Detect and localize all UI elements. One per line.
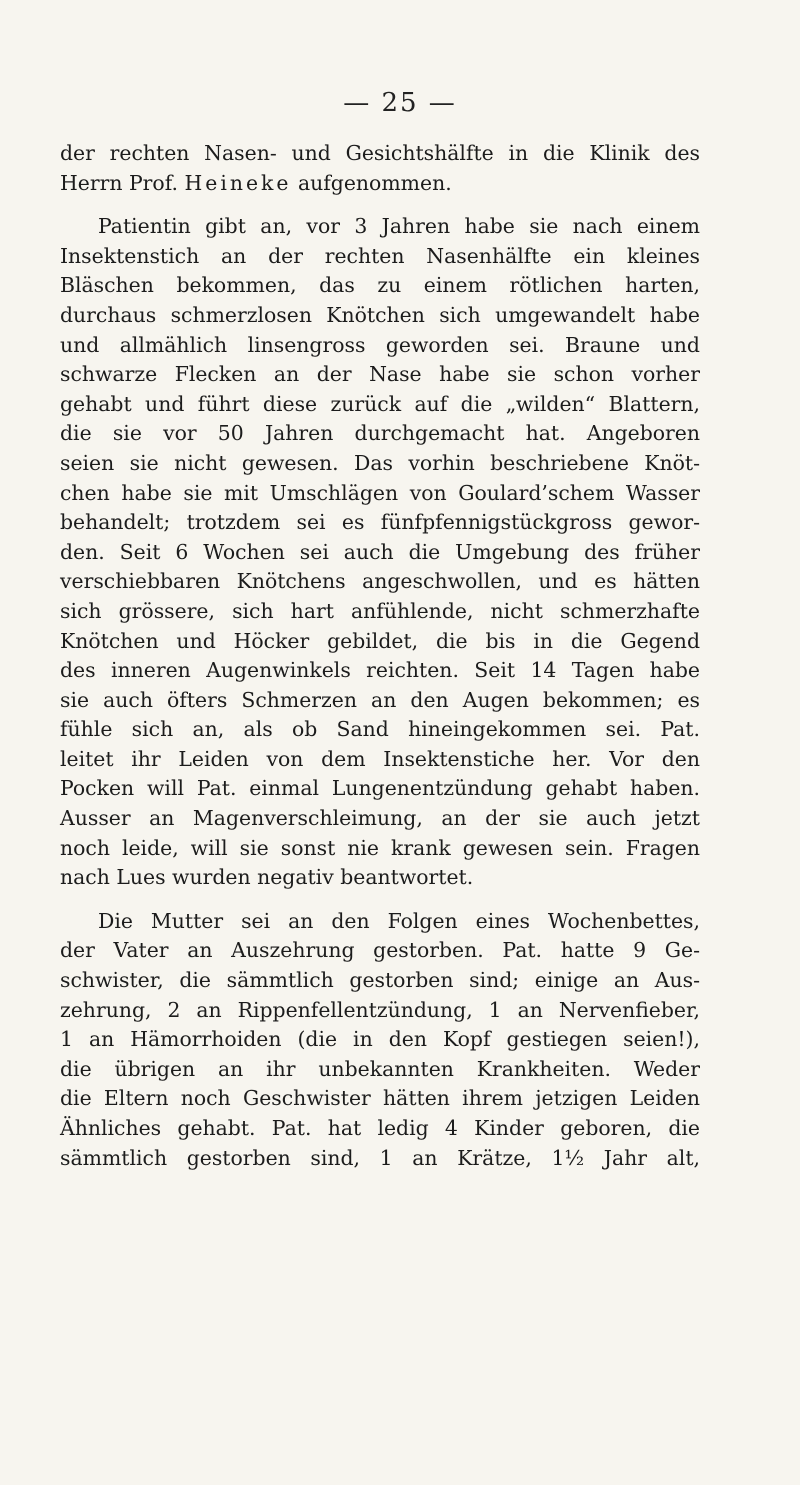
text-line: schwarze Flecken an der Nase habe sie schon vorher: [60, 362, 700, 387]
text-line: verschiebbaren Knötchens angeschwollen, und es hätten: [60, 569, 700, 594]
text-line: Bläschen bekommen, das zu einem rötlichen harten,: [60, 273, 700, 298]
text-line: die übrigen an ihr unbekannten Krankheiten. Weder: [60, 1056, 700, 1081]
text-line: Pocken will Pat. einmal Lungenentzündung gehabt haben.: [60, 776, 700, 801]
text-line: der rechten Nasen- und Gesichtshälfte in die Klinik des: [60, 141, 700, 165]
text-line: leitet ihr Leiden von dem Insektenstiche her. Vor den: [60, 746, 700, 771]
text-line: nach Lues wurden negativ beantwortet.: [60, 865, 474, 890]
text-line: noch leide, will sie sonst nie krank gewesen sein. Fragen: [60, 835, 700, 860]
body-text: [60, 139, 700, 1173]
text-line: 1 an Hämorrhoiden (die in den Kopf gestiegen seien!),: [60, 1027, 700, 1052]
paragraph: [60, 907, 700, 1173]
text-line: Die Mutter sei an den Folgen eines Wochenbettes,: [98, 908, 700, 933]
text-line: schwister, die sämmtlich gestorben sind; einige an Aus-: [60, 968, 700, 993]
text-line: durchaus schmerzlosen Knötchen sich umgewandelt habe: [60, 302, 700, 327]
text-line: sie auch öfters Schmerzen an den Augen bekommen; es: [60, 687, 700, 712]
paragraph: [60, 139, 700, 198]
paragraph-gap: [60, 893, 700, 907]
text-line: zehrung, 2 an Rippenfellentzündung, 1 an Nervenfieber,: [60, 997, 700, 1022]
text-line: Insektenstich an der rechten Nasenhälfte ein kleines: [60, 243, 700, 268]
text-line: die Eltern noch Geschwister hätten ihrem jetzigen Leiden: [60, 1086, 700, 1111]
text-line: die sie vor 50 Jahren durchgemacht hat. Angeboren: [60, 421, 700, 446]
emphasized-name: Heineke: [184, 170, 292, 195]
text-line: chen habe sie mit Umschlägen von Goulard’schem Wasser: [60, 480, 700, 505]
text-line: der Vater an Auszehrung gestorben. Pat. hatte 9 Ge-: [60, 938, 700, 963]
page-number: — 25 —: [343, 88, 457, 118]
text-line: Knötchen und Höcker gebildet, die bis in die Gegend: [60, 628, 700, 653]
text-line: sich grössere, sich hart anfühlende, nicht schmerzhafte: [60, 598, 700, 623]
text-line: Herrn Prof. Heineke aufgenommen.: [60, 170, 452, 195]
text-line: Patientin gibt an, vor 3 Jahren habe sie nach einem: [98, 214, 700, 239]
text-line: seien sie nicht gewesen. Das vorhin beschriebene Knöt-: [60, 450, 700, 475]
text-line: Ausser an Magenverschleimung, an der sie auch jetzt: [60, 806, 700, 831]
text-line: behandelt; trotzdem sei es fünfpfennigstückgross gewor-: [60, 510, 700, 535]
text-line: Ähnliches gehabt. Pat. hat ledig 4 Kinder geboren, die: [60, 1116, 700, 1140]
text-line: sämmtlich gestorben sind, 1 an Krätze, 1½ Jahr alt,: [60, 1145, 700, 1170]
text-line: gehabt und führt diese zurück auf die „wilden“ Blattern,: [60, 391, 700, 416]
paragraph-gap: [60, 198, 700, 212]
text-line: des inneren Augenwinkels reichten. Seit 14 Tagen habe: [60, 658, 700, 683]
text-line: fühle sich an, als ob Sand hineingekommen sei. Pat.: [60, 717, 700, 742]
paragraph: [60, 212, 700, 893]
text-line: den. Seit 6 Wochen sei auch die Umgebung des früher: [60, 539, 700, 564]
text-line: und allmählich linsengross geworden sei. Braune und: [60, 332, 700, 357]
